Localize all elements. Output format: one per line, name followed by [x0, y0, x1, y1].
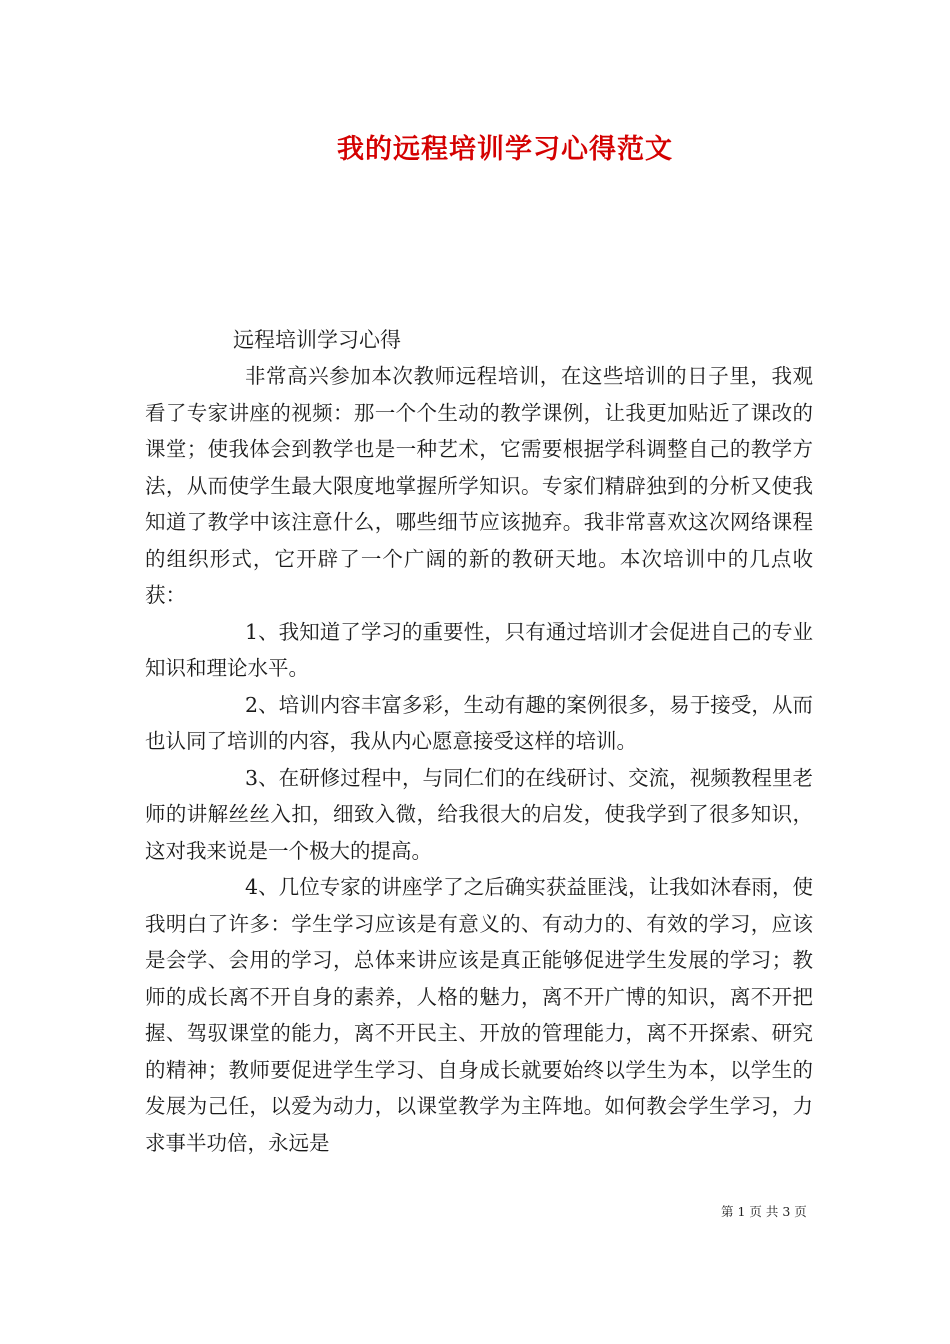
document-title: 我的远程培训学习心得范文: [337, 134, 673, 165]
paragraph-item-2: 2、培训内容丰富多彩，生动有趣的案例很多，易于接受，从而也认同了培训的内容，我从内心愿意接受这样的培训。: [145, 692, 813, 753]
section-heading: 远程培训学习心得: [233, 328, 401, 352]
paragraph-item-4: 4、几位专家的讲座学了之后确实获益匪浅，让我如沐春雨，使我明白了许多：学生学习应该是有意义的、有动力的、有效的学习，应该是会学、会用的学习，总体来讲应该是真正能够促进学生发展的学习；教师的成长离不开自身的素养，人格的魅力，离不开广博的知识，离不开把握、驾驭课堂的能力，离不开民主、开放的管理能力，离不开探索、研究的精神；教师要促进学生学习、自身成长就要始终以学生为本，以学生的发展为己任，以爱为动力，以课堂教学为主阵地。如何教会学生学习，力求事半功倍，永远是: [145, 875, 813, 1155]
paragraph-item-1: 1、我知道了学习的重要性，只有通过培训才会促进自己的专业知识和理论水平。: [145, 619, 813, 680]
body-text: [145, 358, 813, 1161]
page-number-footer: 第 1 页 共 3 页: [721, 1204, 807, 1219]
paragraph-intro: 非常高兴参加本次教师远程培训，在这些培训的日子里，我观看了专家讲座的视频：那一个个生动的教学课例，让我更加贴近了课改的课堂；使我体会到教学也是一种艺术，它需要根据学科调整自己的教学方法，从而使学生最大限度地掌握所学知识。专家们精辟独到的分析又使我知道了教学中该注意什么，哪些细节应该抛弃。我非常喜欢这次网络课程的组织形式，它开辟了一个广阔的新的教研天地。本次培训中的几点收获：: [145, 364, 813, 607]
paragraph-item-3: 3、在研修过程中，与同仁们的在线研讨、交流，视频教程里老师的讲解丝丝入扣，细致入微，给我很大的启发，使我学到了很多知识，这对我来说是一个极大的提高。: [145, 765, 813, 863]
